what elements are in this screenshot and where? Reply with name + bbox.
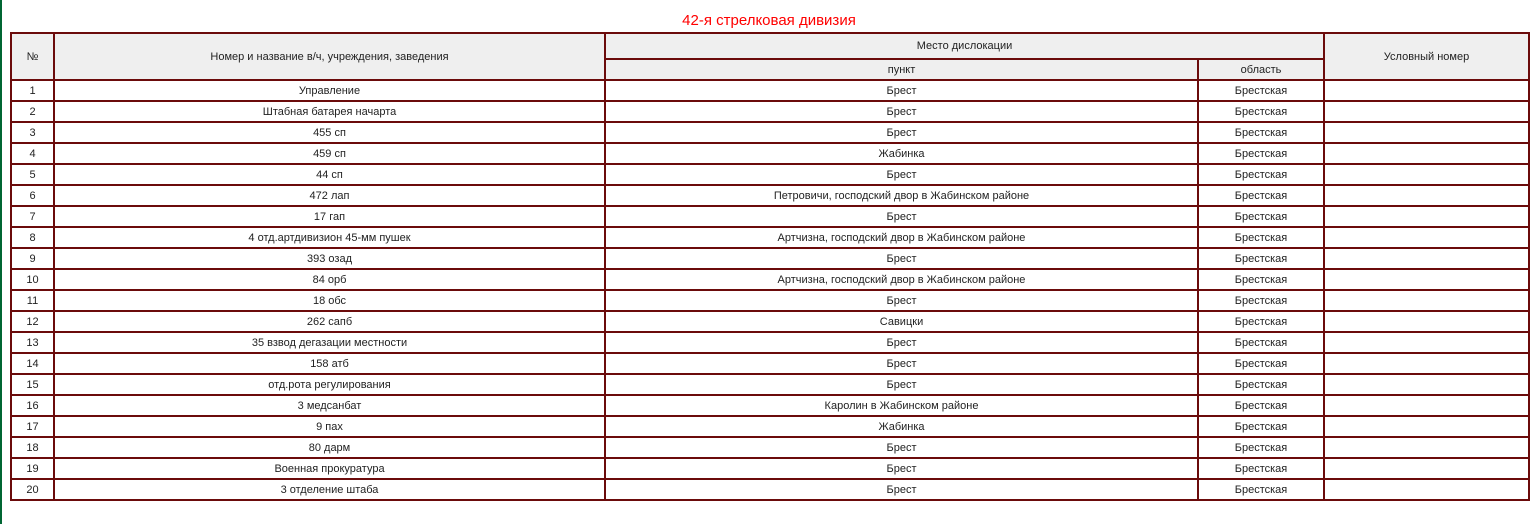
unit-name-cell: Штабная батарея начарта [54, 101, 605, 122]
code-cell [1324, 101, 1529, 122]
code-cell [1324, 332, 1529, 353]
code-cell [1324, 206, 1529, 227]
row-number-cell: 8 [11, 227, 54, 248]
code-cell [1324, 143, 1529, 164]
table-row [11, 416, 1529, 437]
row-number-cell: 6 [11, 185, 54, 206]
row-number-cell: 1 [11, 80, 54, 101]
region-cell: Брестская [1198, 164, 1324, 185]
region-cell: Брестская [1198, 395, 1324, 416]
point-cell: Артчизна, господский двор в Жабинском районе [605, 227, 1198, 248]
unit-name-cell: 17 гап [54, 206, 605, 227]
units-table [10, 32, 1530, 501]
row-number-cell: 15 [11, 374, 54, 395]
row-number-cell: 16 [11, 395, 54, 416]
col-header-code: Условный номер [1324, 33, 1529, 80]
point-cell: Брест [605, 290, 1198, 311]
point-cell: Жабинка [605, 416, 1198, 437]
code-cell [1324, 248, 1529, 269]
point-cell: Петровичи, господский двор в Жабинском районе [605, 185, 1198, 206]
table-row [11, 479, 1529, 500]
row-number-cell: 12 [11, 311, 54, 332]
col-header-region: область [1198, 59, 1324, 80]
table-row [11, 227, 1529, 248]
table-row [11, 311, 1529, 332]
region-cell: Брестская [1198, 374, 1324, 395]
code-cell [1324, 374, 1529, 395]
table-row [11, 395, 1529, 416]
point-cell: Брест [605, 437, 1198, 458]
unit-name-cell: 80 дарм [54, 437, 605, 458]
region-cell: Брестская [1198, 290, 1324, 311]
unit-name-cell: 472 лап [54, 185, 605, 206]
code-cell [1324, 479, 1529, 500]
region-cell: Брестская [1198, 248, 1324, 269]
code-cell [1324, 80, 1529, 101]
table-row [11, 458, 1529, 479]
row-number-cell: 2 [11, 101, 54, 122]
table-row [11, 206, 1529, 227]
table-row [11, 353, 1529, 374]
code-cell [1324, 227, 1529, 248]
region-cell: Брестская [1198, 227, 1324, 248]
row-number-cell: 19 [11, 458, 54, 479]
point-cell: Брест [605, 479, 1198, 500]
region-cell: Брестская [1198, 437, 1324, 458]
table-row [11, 101, 1529, 122]
col-header-number: № [11, 33, 54, 80]
unit-name-cell: отд.рота регулирования [54, 374, 605, 395]
unit-name-cell: 18 обс [54, 290, 605, 311]
point-cell: Артчизна, господский двор в Жабинском районе [605, 269, 1198, 290]
row-number-cell: 11 [11, 290, 54, 311]
table-row [11, 374, 1529, 395]
point-cell: Брест [605, 374, 1198, 395]
row-number-cell: 7 [11, 206, 54, 227]
row-number-cell: 20 [11, 479, 54, 500]
page-title: 42-я стрелковая дивизия [682, 12, 856, 29]
region-cell: Брестская [1198, 416, 1324, 437]
table-row [11, 248, 1529, 269]
region-cell: Брестская [1198, 206, 1324, 227]
code-cell [1324, 269, 1529, 290]
unit-name-cell: 393 озад [54, 248, 605, 269]
region-cell: Брестская [1198, 311, 1324, 332]
row-number-cell: 4 [11, 143, 54, 164]
table-row [11, 332, 1529, 353]
unit-name-cell: 3 отделение штаба [54, 479, 605, 500]
region-cell: Брестская [1198, 122, 1324, 143]
table-row [11, 437, 1529, 458]
row-number-cell: 5 [11, 164, 54, 185]
row-number-cell: 9 [11, 248, 54, 269]
point-cell: Брест [605, 101, 1198, 122]
left-edge-bar [0, 0, 2, 524]
table-row [11, 122, 1529, 143]
region-cell: Брестская [1198, 185, 1324, 206]
code-cell [1324, 122, 1529, 143]
row-number-cell: 17 [11, 416, 54, 437]
row-number-cell: 18 [11, 437, 54, 458]
code-cell [1324, 458, 1529, 479]
point-cell: Брест [605, 248, 1198, 269]
point-cell: Савицки [605, 311, 1198, 332]
point-cell: Брест [605, 164, 1198, 185]
region-cell: Брестская [1198, 458, 1324, 479]
table-row [11, 185, 1529, 206]
region-cell: Брестская [1198, 143, 1324, 164]
code-cell [1324, 395, 1529, 416]
unit-name-cell: 3 медсанбат [54, 395, 605, 416]
unit-name-cell: 459 сп [54, 143, 605, 164]
unit-name-cell: 455 сп [54, 122, 605, 143]
table-row [11, 290, 1529, 311]
unit-name-cell: Управление [54, 80, 605, 101]
unit-name-cell: 35 взвод дегазации местности [54, 332, 605, 353]
region-cell: Брестская [1198, 101, 1324, 122]
code-cell [1324, 311, 1529, 332]
region-cell: Брестская [1198, 479, 1324, 500]
unit-name-cell: 44 сп [54, 164, 605, 185]
code-cell [1324, 290, 1529, 311]
unit-name-cell: 158 атб [54, 353, 605, 374]
unit-name-cell: 84 орб [54, 269, 605, 290]
table-body [11, 80, 1529, 500]
region-cell: Брестская [1198, 332, 1324, 353]
unit-name-cell: Военная прокуратура [54, 458, 605, 479]
region-cell: Брестская [1198, 353, 1324, 374]
point-cell: Брест [605, 332, 1198, 353]
table-row [11, 164, 1529, 185]
row-number-cell: 14 [11, 353, 54, 374]
point-cell: Брест [605, 122, 1198, 143]
code-cell [1324, 353, 1529, 374]
point-cell: Брест [605, 458, 1198, 479]
table-header [11, 33, 1529, 80]
code-cell [1324, 185, 1529, 206]
unit-name-cell: 262 сапб [54, 311, 605, 332]
point-cell: Брест [605, 206, 1198, 227]
point-cell: Каролин в Жабинском районе [605, 395, 1198, 416]
table-row [11, 80, 1529, 101]
unit-name-cell: 4 отд.артдивизион 45-мм пушек [54, 227, 605, 248]
col-header-point: пункт [605, 59, 1198, 80]
unit-name-cell: 9 пах [54, 416, 605, 437]
code-cell [1324, 416, 1529, 437]
code-cell [1324, 437, 1529, 458]
region-cell: Брестская [1198, 80, 1324, 101]
col-header-name: Номер и название в/ч, учреждения, заведения [54, 33, 605, 80]
col-header-location: Место дислокации [605, 33, 1324, 59]
row-number-cell: 13 [11, 332, 54, 353]
point-cell: Брест [605, 353, 1198, 374]
code-cell [1324, 164, 1529, 185]
row-number-cell: 3 [11, 122, 54, 143]
region-cell: Брестская [1198, 269, 1324, 290]
table-row [11, 269, 1529, 290]
point-cell: Брест [605, 80, 1198, 101]
row-number-cell: 10 [11, 269, 54, 290]
table-row [11, 143, 1529, 164]
point-cell: Жабинка [605, 143, 1198, 164]
